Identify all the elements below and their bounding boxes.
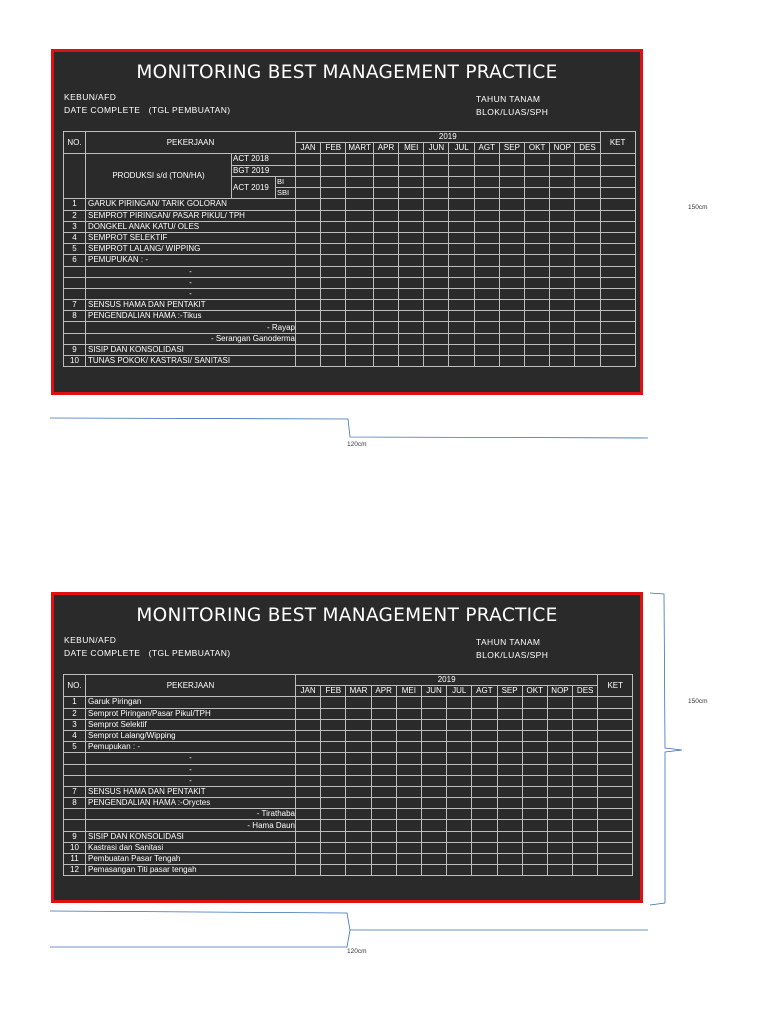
produksi-label: PRODUKSI s/d (TON/HA) [86,154,232,198]
month-header: JUN [424,143,449,154]
kebun-afd-label: KEBUN/AFD [64,92,117,102]
row-number: 5 [64,742,86,753]
month-header: MEI [399,143,424,154]
row-number: 11 [64,854,86,865]
month-header: JUN [421,686,446,697]
month-header: JUL [449,143,474,154]
pekerjaan-cell: SENSUS HAMA DAN PENTAKIT [86,300,296,311]
act-2018-label: ACT 2018 [232,154,295,166]
blok-luas-sph-label: BLOK/LUAS/SPH [476,107,549,117]
pekerjaan-cell: Semprot Piringan/Pasar Pikul/TPH [86,708,296,719]
pekerjaan-cell: GARUK PIRINGAN/ TARIK GOLORAN [86,199,296,210]
height-label-1: 150cm [688,204,708,211]
pekerjaan-cell: Pembuatan Pasar Tengah [86,854,296,865]
row-number: 7 [64,786,86,797]
row-number: 1 [64,697,86,708]
pekerjaan-cell: PENGENDALIAN HAMA :-Oryctes [86,798,296,809]
header-ket: KET [600,132,635,154]
month-header: FEB [321,686,346,697]
row-number: 2 [64,708,86,719]
pekerjaan-cell: SISIP DAN KONSOLIDASI [86,344,296,355]
height-brace-2 [650,593,682,905]
date-complete-label: DATE COMPLETE (TGL PEMBUATAN) [64,105,231,115]
pekerjaan-cell: Pemasangan Titi pasar tengah [86,865,296,876]
month-header: DES [575,143,600,154]
pekerjaan-cell: - Hama Daun [86,820,296,831]
pekerjaan-cell: TUNAS POKOK/ KASTRASI/ SANITASI [86,356,296,367]
month-header: FEB [321,143,346,154]
header-no: NO. [64,675,86,697]
row-number: 3 [64,719,86,730]
month-header: JUL [447,686,472,697]
kebun-afd-label: KEBUN/AFD [64,635,117,645]
row-number: 8 [64,311,86,322]
pekerjaan-cell: SISIP DAN KONSOLIDASI [86,831,296,842]
header-year: 2019 [296,675,598,686]
month-header: NOP [547,686,572,697]
width-brace-1 [50,418,648,438]
date-complete-label: DATE COMPLETE (TGL PEMBUATAN) [64,648,231,658]
pekerjaan-cell: Semprot Lalang/Wipping [86,730,296,741]
row-number: 10 [64,842,86,853]
pekerjaan-cell: - Tirathaba [86,809,296,820]
month-header: MART [346,143,374,154]
header-pekerjaan: PEKERJAAN [86,675,296,697]
pekerjaan-cell: - [86,266,296,277]
header-no: NO. [64,132,86,154]
pekerjaan-cell: Garuk Piringan [86,697,296,708]
pekerjaan-cell: SEMPROT LALANG/ WIPPING [86,244,296,255]
row-number: 3 [64,221,86,232]
row-number: 5 [64,244,86,255]
pekerjaan-cell: PENGENDALIAN HAMA :-Tikus [86,311,296,322]
row-number: 8 [64,798,86,809]
pekerjaan-cell: - Serangan Ganoderma [86,333,296,344]
bgt-2019-label: BGT 2019 [232,166,295,178]
width-label-2: 120cm [347,948,367,955]
header-year: 2019 [296,132,601,143]
row-number: 7 [64,300,86,311]
month-header: SEP [497,686,522,697]
row-number: 9 [64,344,86,355]
row-number: 4 [64,730,86,741]
month-header: AGT [472,686,497,697]
header-ket: KET [598,675,633,697]
month-header: NOP [550,143,575,154]
month-header: DES [573,686,598,697]
month-header: OKT [525,143,550,154]
pekerjaan-cell: SEMPROT PIRINGAN/ PASAR PIKUL/ TPH [86,210,296,221]
month-header: MEI [396,686,421,697]
pekerjaan-cell: Semprot Selektif [86,719,296,730]
width-label-1: 120cm [347,441,367,448]
pekerjaan-cell: Kastrasi dan Sanitasi [86,842,296,853]
blok-luas-sph-label: BLOK/LUAS/SPH [476,650,549,660]
month-header: AGT [474,143,499,154]
pekerjaan-cell: PEMUPUKAN : - [86,255,296,266]
pekerjaan-cell: - [86,288,296,299]
pekerjaan-cell: - Rayap [86,322,296,333]
row-number: 6 [64,255,86,266]
pekerjaan-cell: - [86,775,296,786]
month-header: APR [371,686,396,697]
height-label-2: 150cm [688,698,708,705]
pekerjaan-cell: - [86,764,296,775]
row-number: 1 [64,199,86,210]
month-header: JAN [296,143,321,154]
month-header: APR [373,143,398,154]
month-header: OKT [522,686,547,697]
pekerjaan-cell: SEMPROT SELEKTIF [86,232,296,243]
bi-label: BI [276,177,295,188]
month-header: MAR [346,686,371,697]
row-number: 10 [64,356,86,367]
tahun-tanam-label: TAHUN TANAM [476,637,541,647]
pekerjaan-cell: DONGKEL ANAK KATU/ OLES [86,221,296,232]
tahun-tanam-label: TAHUN TANAM [476,94,541,104]
width-brace-2 [50,911,648,930]
row-number: 4 [64,232,86,243]
pekerjaan-cell: Pemupukan : - [86,742,296,753]
pekerjaan-cell: - [86,277,296,288]
act-2019-label: ACT 2019 [232,177,276,198]
form-title: MONITORING BEST MANAGEMENT PRACTICE [136,605,558,626]
form-title: MONITORING BEST MANAGEMENT PRACTICE [136,62,558,83]
width-brace-2b [50,930,350,947]
month-header: SEP [499,143,524,154]
month-header: JAN [296,686,321,697]
pekerjaan-cell: SENSUS HAMA DAN PENTAKIT [86,786,296,797]
row-number: 9 [64,831,86,842]
header-pekerjaan: PEKERJAAN [86,132,296,154]
pekerjaan-cell: - [86,753,296,764]
row-number: 12 [64,865,86,876]
sbi-label: SBI [277,188,290,198]
row-number: 2 [64,210,86,221]
